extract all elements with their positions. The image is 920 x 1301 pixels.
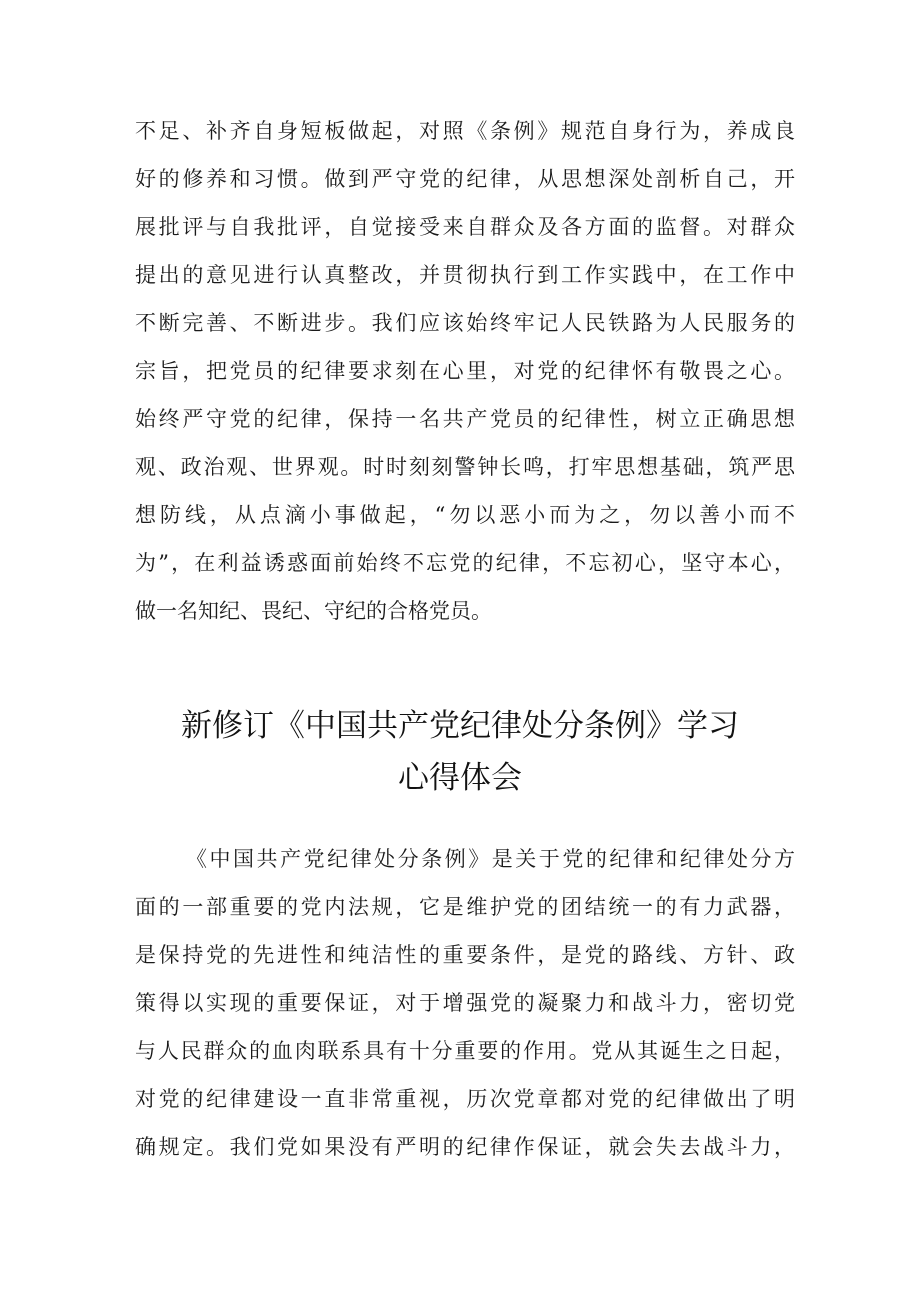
text-line: 面的一部重要的党内法规，它是维护党的团结统一的有力武器， <box>135 895 795 919</box>
text-line: 想防线，从点滴小事做起，“勿以恶小而为之，勿以善小而不 <box>135 503 795 527</box>
text-line: 策得以实现的重要保证，对于增强党的凝聚力和战斗力，密切党 <box>135 991 795 1015</box>
text-line: 做一名知纪、畏纪、守纪的合格党员。 <box>135 599 492 623</box>
text-line: 不断完善、不断进步。我们应该始终牢记人民铁路为人民服务的 <box>135 311 795 335</box>
text-line: 提出的意见进行认真整改，并贯彻执行到工作实践中，在工作中 <box>135 263 795 287</box>
text-line: 为”，在利益诱惑面前始终不忘党的纪律，不忘初心，坚守本心， <box>135 551 795 575</box>
text-line: 确规定。我们党如果没有严明的纪律作保证，就会失去战斗力， <box>135 1135 795 1159</box>
text-line: 始终严守党的纪律，保持一名共产党员的纪律性，树立正确思想 <box>135 407 795 431</box>
text-line: 《中国共产党纪律处分条例》是关于党的纪律和纪律处分方 <box>186 847 795 871</box>
paragraph-intro <box>135 835 795 1171</box>
text-line: 对党的纪律建设一直非常重视，历次党章都对党的纪律做出了明 <box>135 1087 795 1111</box>
text-line: 是保持党的先进性和纯洁性的重要条件，是党的路线、方针、政 <box>135 943 795 967</box>
text-line: 宗旨，把党员的纪律要求刻在心里，对党的纪律怀有敬畏之心。 <box>135 359 795 383</box>
text-line: 观、政治观、世界观。时时刻刻警钟长鸣，打牢思想基础，筑严思 <box>135 455 795 479</box>
paragraph-continued <box>135 107 795 635</box>
article-title-line-2: 心得体会 <box>398 760 522 796</box>
text-line: 不足、补齐自身短板做起，对照《条例》规范自身行为，养成良 <box>135 119 795 143</box>
text-line: 与人民群众的血肉联系具有十分重要的作用。党从其诞生之日起， <box>135 1039 795 1063</box>
text-line: 展批评与自我批评，自觉接受来自群众及各方面的监督。对群众 <box>135 215 795 239</box>
text-line: 好的修养和习惯。做到严守党的纪律，从思想深处剖析自己，开 <box>135 167 795 191</box>
article-title-line-1: 新修订《中国共产党纪律处分条例》学习 <box>181 708 739 744</box>
